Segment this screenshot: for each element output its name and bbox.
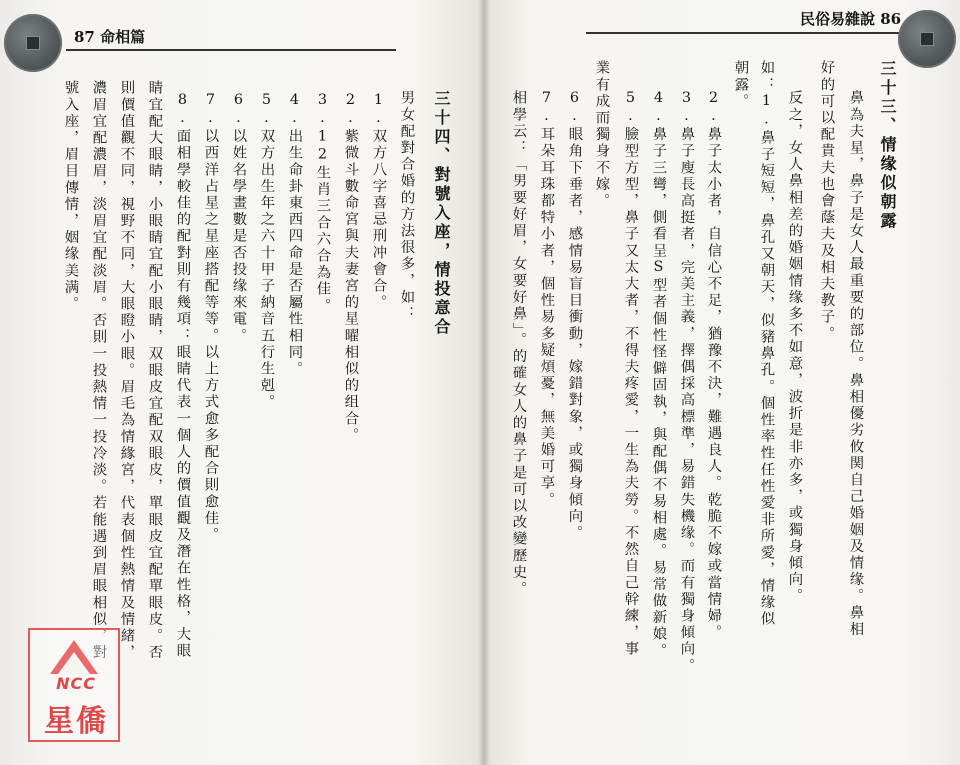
stamp-triangle-inner	[58, 652, 90, 674]
left-header-rule	[66, 49, 396, 51]
left-text-column: 5.双方出生年之六十甲子納音五行生剋。	[258, 92, 275, 411]
right-text-column: 鼻為夫星，鼻子是女人最重要的部位。鼻相優劣攸関自己婚姻及情缘。鼻相	[847, 90, 864, 638]
ncc-watermark-stamp	[28, 628, 120, 742]
left-page-header: 87 命相篇	[74, 28, 146, 46]
right-section-title: 三十三、情缘似朝露	[878, 60, 897, 231]
left-text-column: 2.紫微斗數命宮與夫妻宮的星曜相似的组合。	[342, 92, 359, 444]
right-text-column: 2.鼻子太小者，自信心不足，猶豫不決，難遇良人。乾脆不嫁或當情婦。	[705, 90, 722, 641]
coin-hole-icon	[920, 32, 934, 46]
right-text-column: 業有成而獨身不嫁。	[593, 60, 610, 210]
right-text-column: 3.鼻子廋長高挺者，完美主義，擇偶採高標準，易錯失機缘。而有獨身傾向。	[678, 90, 695, 675]
right-text-column: 如：1.鼻子短短，鼻孔又朝天，似豬鼻孔。個性率性任性愛非所愛，情缘似	[758, 60, 775, 628]
right-text-column: 相學云：「男要好眉，女要好鼻」。的確女人的鼻子是可以改變歷史。	[510, 90, 527, 598]
right-header-rule	[586, 32, 902, 34]
left-text-column: 1.双方八字喜忌刑冲會合。	[370, 92, 387, 311]
left-text-column: 7.以西洋占星之星座搭配等等。以上方式愈多配合則愈佳。	[202, 92, 219, 544]
right-text-column: 好的可以配貴夫也會蔭夫及相夫教子。	[818, 60, 835, 343]
left-text-column: 8.面相學較佳的配對則有幾項：眼睛代表一個人的價值觀及潛在性格，大眼	[174, 92, 191, 660]
coin-hole-icon	[26, 36, 40, 50]
coin-icon	[898, 10, 956, 68]
left-text-column: 6.以姓名學畫數是否投缘來電。	[230, 92, 247, 345]
right-text-column: 6.眼角下垂者，感情易盲目衝動，嫁錯對象，或獨身傾向。	[566, 90, 583, 542]
right-text-column: 4.鼻子三彎，側看呈S型者個性怪僻固執，與配偶不易相處。易常做新娘。	[650, 90, 667, 660]
left-text-column: 睛宜配大眼睛，小眼睛宜配小眼睛，双眼皮宜配双眼皮，單眼皮宜配單眼皮。否	[146, 80, 163, 661]
left-section-title: 三十四、對號入座，情投意合	[432, 90, 451, 337]
left-text-column: 號入座，眉目傳情，姻缘美满。	[62, 80, 79, 313]
coin-icon	[4, 14, 62, 72]
left-text-column: 濃眉宜配濃眉，淡眉宜配淡眉。否則一投熱情一投冷淡。若能遇到眉眼相似，對	[90, 80, 107, 661]
right-text-column: 7.耳朵耳珠都特小者，個性易多疑煩憂，無美婚可享。	[538, 90, 555, 509]
left-text-column: 則價值觀不同，視野不同，大眼瞪小眼。眉毛為情緣宮，代表個性熱情及情緒，	[118, 80, 135, 661]
left-text-column: 男女配對合婚的方法很多，如：	[398, 90, 415, 323]
right-page-header: 民俗易雜說 86	[800, 10, 902, 28]
stamp-logo-text: NCC	[56, 674, 96, 693]
book-gutter	[478, 0, 490, 765]
stamp-name: 星僑	[44, 704, 108, 739]
left-text-column: 3.12生肖三合六合為佳。	[314, 92, 331, 315]
right-page	[484, 0, 960, 765]
right-text-column: 朝露。	[732, 60, 749, 110]
right-text-column: 5.臉型方型，鼻子又太大者，不得夫疼愛，一生為夫勞。不然自己幹練，事	[622, 90, 639, 658]
right-text-column: 反之，女人鼻相差的婚姻情缘多不如意，波折是非亦多，或獨身傾向。	[786, 90, 803, 605]
left-text-column: 4.出生命卦東西四命是否屬性相同。	[286, 92, 303, 378]
